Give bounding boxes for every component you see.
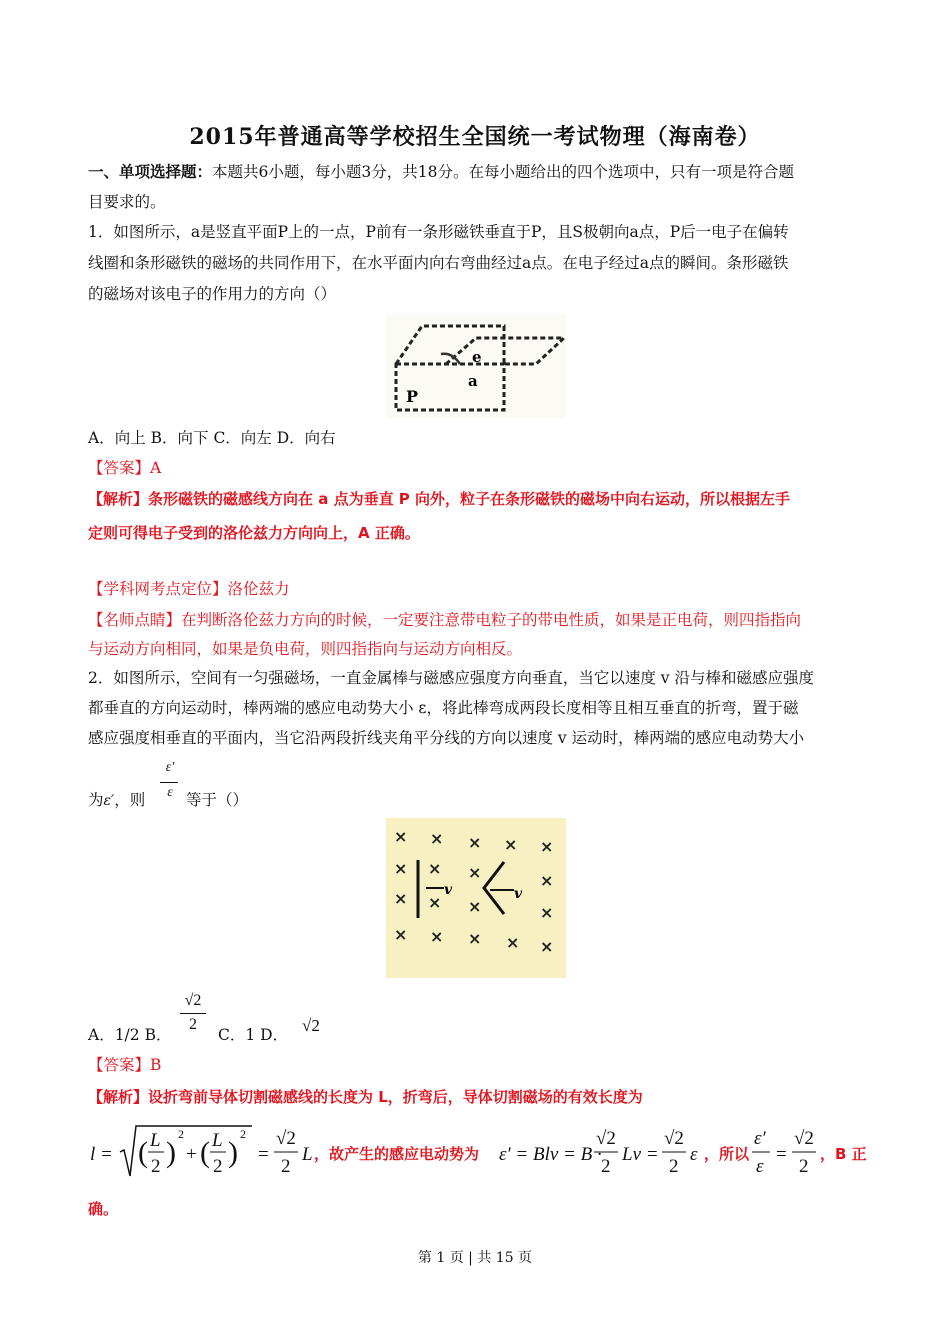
formula-text-2: ，所以 (704, 1145, 750, 1163)
label-v-2: v (514, 886, 523, 902)
q1-figure-magnet-plane (386, 314, 566, 418)
q1-analysis-line-1 (88, 489, 790, 509)
paren-open: ( (200, 1136, 210, 1169)
formula-l-eq: l = (90, 1144, 113, 1165)
cross-mark: × (506, 933, 520, 952)
q2-formula (86, 1120, 876, 1182)
analysis-label: 【解析】 (88, 490, 149, 508)
emf-expression: ε′ = Blv = B · (499, 1144, 602, 1165)
cross-mark: × (504, 835, 518, 854)
q2-line-4 (88, 790, 145, 811)
cross-mark: × (428, 859, 442, 878)
cross-mark: × (394, 827, 408, 846)
equals: = (776, 1144, 787, 1165)
q2-answer: 【答案】B (88, 1056, 162, 1074)
two-den: 2 (281, 1156, 291, 1177)
sqrt2-num: √2 (794, 1128, 814, 1149)
sqrt2-num: √2 (664, 1128, 684, 1149)
q1-dianjing-line-1: 【名师点睛】在判断洛伦兹力方向的时候，一定要注意带电粒子的带电性质，如果是正电荷，则四指指向 (88, 611, 802, 629)
page-footer: 第 1 页 | 共 15 页 (417, 1250, 533, 1266)
plus: + (186, 1144, 197, 1165)
q2-line4-b: ，则 (114, 791, 146, 809)
term-L: L (150, 1130, 161, 1151)
q2-opt-a: A．1/2 B． (88, 1026, 172, 1044)
q2-line-3: 感应强度相垂直的平面内，当它沿两段折线夹角平分线的方向以速度 v 运动时，棒两端的感应电动势大小 (88, 729, 805, 747)
opt-b-numerator: √2 (184, 992, 202, 1009)
q2-figure-magnetic-field (386, 818, 566, 978)
q1-kaodian: 【学科网考点定位】洛伦兹力 (88, 580, 290, 598)
formula-text-1: ，故产生的感应电动势为 (314, 1145, 480, 1163)
cross-mark: × (394, 889, 408, 908)
section-line-2: 目要求的。 (88, 193, 166, 211)
cross-mark: × (540, 837, 554, 856)
q1-line-3: 的磁场对该电子的作用力的方向（） (88, 285, 337, 303)
eps-prime-symbol: ε′ (103, 793, 115, 809)
cross-mark: × (540, 903, 554, 922)
analysis-text: 设折弯前导体切割磁感线的长度为 L，折弯后，导体切割磁场的有效长度为 (148, 1088, 643, 1106)
square: 2 (240, 1127, 246, 1141)
q2-frac-denominator: ε (167, 785, 173, 800)
label-e: e (472, 348, 482, 366)
sqrt2-num: √2 (276, 1128, 296, 1149)
cross-mark: × (394, 925, 408, 944)
equals: = (258, 1144, 269, 1165)
cross-mark: × (468, 897, 482, 916)
cross-mark: × (428, 893, 442, 912)
q1-options: A．向上 B．向下 C．向左 D．向右 (88, 429, 336, 447)
section-label: 一、单项选择题： (88, 162, 213, 181)
cross-mark: × (540, 937, 554, 956)
q2-analysis-line-1 (88, 1087, 643, 1107)
term-den: 2 (151, 1156, 161, 1177)
q2-line4-a: 为 (88, 791, 104, 809)
paren-close: ) (166, 1136, 176, 1169)
formula-text-3: ，B 正 (820, 1145, 867, 1163)
cross-mark: × (394, 859, 408, 878)
sqrt2-num: √2 (596, 1128, 616, 1149)
term-den: 2 (213, 1156, 223, 1177)
section-text: 本题共6小题，每小题3分，共18分。在每小题给出的四个选项中，只有一项是符合题 (212, 163, 794, 181)
q2-line-2: 都垂直的方向运动时，棒两端的感应电动势大小 ε，将此棒弯成两段长度相等且相互垂直的折弯，置于磁 (88, 699, 799, 717)
ratio-num: ε′ (754, 1128, 766, 1149)
two-den: 2 (601, 1156, 611, 1177)
term-L: L (212, 1130, 223, 1151)
analysis-text: 条形磁铁的磁感线方向在 a 点为垂直 P 向外，粒子在条形磁铁的磁场中向右运动，所以根据左手 (148, 490, 791, 508)
q1-dianjing-line-2: 与运动方向相同，如果是负电荷，则四指指向与运动方向相反。 (88, 640, 523, 658)
doc-title: 2015年普通高等学校招生全国统一考试物理（海南卷） (189, 124, 761, 150)
cross-mark: × (540, 871, 554, 890)
cross-mark: × (468, 929, 482, 948)
two-den: 2 (799, 1156, 809, 1177)
opt-b-bar (180, 1013, 206, 1014)
ratio-den: ε (756, 1156, 764, 1177)
q1-answer: 【答案】A (88, 459, 162, 477)
lv-expression: Lv = (622, 1144, 659, 1165)
q2-analysis-end: 确。 (88, 1200, 119, 1218)
cross-mark: × (468, 833, 482, 852)
formula-L: L (302, 1144, 313, 1165)
q1-line-2: 线圈和条形磁铁的磁场的共同作用下，在水平面内向右弯曲经过a点。在电子经过a点的瞬间。条形磁铁 (88, 254, 789, 272)
q1-line-1: 1．如图所示，a是竖直平面P上的一点，P前有一条形磁铁垂直于P，且S极朝向a点，P后一电子在偏转 (88, 223, 789, 241)
q2-line-1: 2．如图所示，空间有一匀强磁场，一直金属棒与磁感应强度方向垂直，当它以速度 v 沿与棒和磁感应强度 (88, 669, 814, 687)
eps-symbol: ε (690, 1144, 698, 1165)
q2-opt-c: C．1 D． (218, 1026, 289, 1044)
two-den: 2 (669, 1156, 679, 1177)
label-p: P (406, 387, 419, 406)
label-a: a (468, 372, 478, 390)
q1-analysis-line-2: 定则可得电子受到的洛伦兹力方向向上，A 正确。 (88, 524, 420, 542)
opt-b-denominator: 2 (189, 1016, 197, 1033)
q2-opt-d: √2 (302, 1016, 320, 1035)
q2-line4-c: 等于（） (186, 791, 249, 809)
section-line-1 (88, 162, 794, 182)
paren-open: ( (138, 1136, 148, 1169)
label-v-1: v (444, 882, 453, 898)
q2-frac-numerator: ε′ (165, 760, 175, 775)
cross-mark: × (468, 863, 482, 882)
analysis-label: 【解析】 (88, 1088, 149, 1106)
cross-mark: × (430, 829, 444, 848)
q2-frac-bar (160, 782, 178, 783)
cross-mark: × (430, 927, 444, 946)
square: 2 (178, 1127, 184, 1141)
paren-close: ) (228, 1136, 238, 1169)
